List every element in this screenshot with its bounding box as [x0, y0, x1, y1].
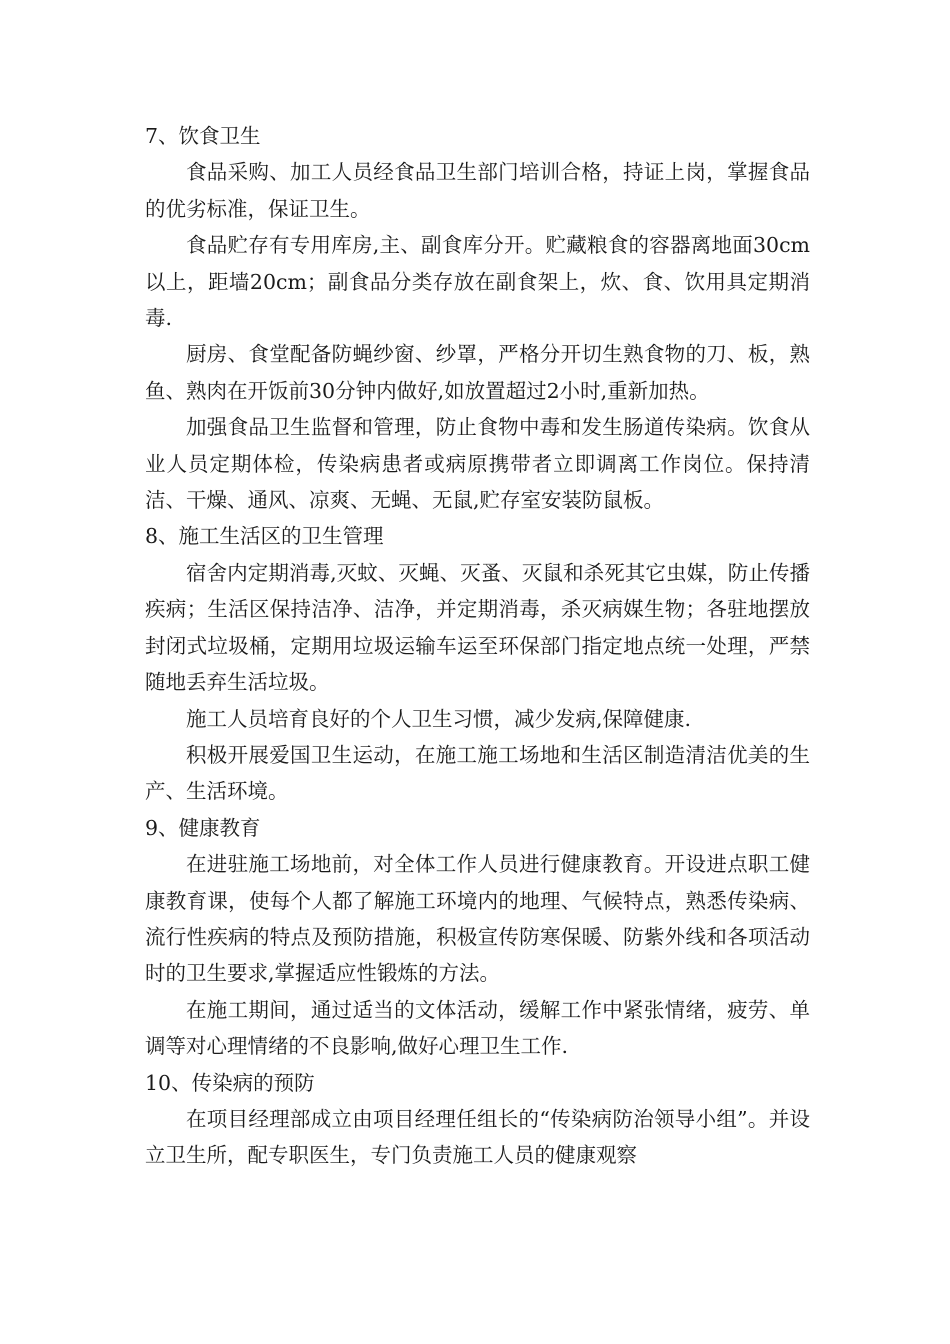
- paragraph: 在施工期间，通过适当的文体活动，缓解工作中紧张情绪，疲劳、单调等对心理情绪的不良影响,做好心理卫生工作.: [145, 997, 810, 1059]
- paragraph: 食品采购、加工人员经食品卫生部门培训合格，持证上岗，掌握食品的优劣标准，保证卫生。: [145, 160, 810, 221]
- section-heading: 9、健康教育: [145, 815, 261, 840]
- paragraph: 宿舍内定期消毒,灭蚊、灭蝇、灭蚤、灭鼠和杀死其它虫媒，防止传播疾病；生活区保持洁净、洁净，并定期消毒，杀灭病媒生物；各驻地摆放封闭式垃圾桶，定期用垃圾运输车运至环保部门指定地点统一处理，严禁随地丢弃生活垃圾。: [145, 560, 810, 695]
- paragraph: 在进驻施工场地前，对全体工作人员进行健康教育。开设进点职工健康教育课，使每个人都了解施工环境内的地理、气候特点，熟悉传染病、流行性疾病的特点及预防措施，积极宣传防寒保暖、防紫外线和各项活动时的卫生要求,掌握适应性锻炼的方法。: [145, 852, 810, 986]
- section-diet-hygiene: [145, 118, 810, 518]
- section-living-area-hygiene: [145, 518, 810, 809]
- paragraph: 在项目经理部成立由项目经理任组长的“传染病防治领导小组”。并设立卫生所，配专职医生，专门负责施工人员的健康观察: [145, 1106, 810, 1168]
- section-health-education: [145, 810, 810, 1065]
- paragraph: 加强食品卫生监督和管理，防止食物中毒和发生肠道传染病。饮食从业人员定期体检，传染病患者或病原携带者立即调离工作岗位。保持清洁、干燥、通风、凉爽、无蝇、无鼠,贮存室安装防鼠板。: [145, 415, 810, 513]
- section-heading: 7、饮食卫生: [145, 124, 261, 148]
- paragraph: 厨房、食堂配备防蝇纱窗、纱罩，严格分开切生熟食物的刀、板，熟鱼、熟肉在开饭前30分钟内做好,如放置超过2小时,重新加热。: [145, 342, 810, 403]
- paragraph: 食品贮存有专用库房,主、副食库分开。贮藏粮食的容器离地面30cm以上，距墙20cm；副食品分类存放在副食架上，炊、食、饮用具定期消毒.: [145, 233, 810, 331]
- paragraph: 积极开展爱国卫生运动，在施工施工场地和生活区制造清洁优美的生产、生活环境。: [145, 742, 810, 804]
- section-heading: 8、施工生活区的卫生管理: [145, 524, 384, 549]
- section-infectious-disease-prevention: [145, 1065, 810, 1174]
- document-page: [145, 118, 810, 1174]
- section-heading: 10、传染病的预防: [145, 1070, 315, 1095]
- paragraph: 施工人员培育良好的个人卫生习惯，减少发病,保障健康.: [186, 706, 692, 731]
